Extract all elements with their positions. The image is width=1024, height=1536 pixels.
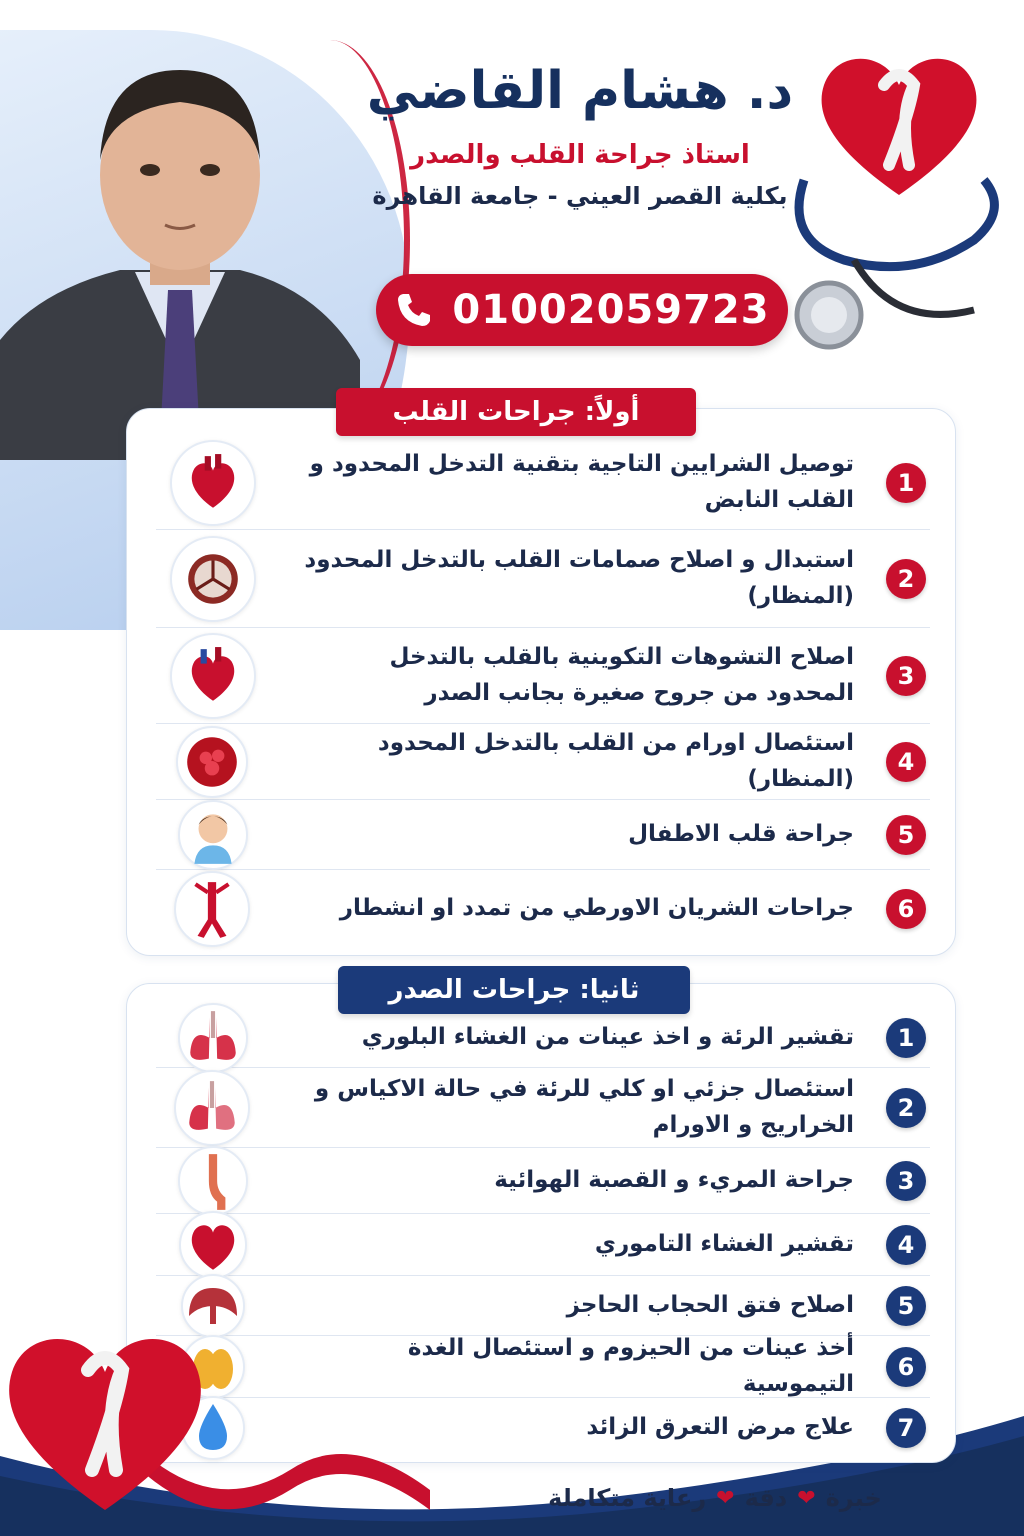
phone-number: 01002059723 xyxy=(452,287,770,333)
chest-section-title: ثانيا: جراحات الصدر xyxy=(338,966,690,1014)
footer-tagline xyxy=(540,1478,890,1518)
item-number: 1 xyxy=(886,463,926,503)
list-item xyxy=(156,1148,930,1214)
item-number: 3 xyxy=(886,1161,926,1201)
esophagus-icon xyxy=(178,1146,248,1216)
stethoscope-icon xyxy=(774,130,1014,360)
item-text: تقشير الغشاء التاموري xyxy=(594,1230,854,1257)
item-text: استئصال اورام من القلب بالتدخل المحدود (المنظار) xyxy=(377,729,854,792)
lungs-icon xyxy=(174,1070,250,1146)
list-item xyxy=(156,1336,930,1398)
item-text: استئصال جزئي او كلي للرئة في حالة الاكياس و الخراريج و الاورام xyxy=(314,1075,854,1138)
list-item xyxy=(156,530,930,628)
item-number: 4 xyxy=(886,742,926,782)
doctor-university: بكلية القصر العيني - جامعة القاهرة xyxy=(372,182,788,211)
item-text: أخذ عينات من الحيزوم و استئصال الغدة التيموسية xyxy=(407,1334,854,1397)
item-text: جراحات الشريان الاورطي من تمدد او انشطار xyxy=(339,895,854,922)
item-text: استبدال و اصلاح صمامات القلب بالتدخل المحدود (المنظار) xyxy=(304,546,854,609)
doctor-name: د. هشام القاضي xyxy=(366,61,794,121)
doctor-title: استاذ جراحة القلب والصدر xyxy=(410,140,750,171)
phone-button[interactable] xyxy=(376,274,788,346)
phone-icon xyxy=(394,290,434,330)
item-number: 4 xyxy=(886,1225,926,1265)
list-item xyxy=(156,1068,930,1148)
list-item xyxy=(156,870,930,948)
list-item xyxy=(156,800,930,870)
heart-valve-icon xyxy=(170,536,256,622)
item-number: 2 xyxy=(886,1088,926,1128)
heart-ribbon-icon xyxy=(0,1320,210,1520)
heart-anatomy-icon xyxy=(179,1211,247,1279)
heart-icon: ❤ xyxy=(716,1485,735,1511)
lungs-icon xyxy=(178,1003,248,1073)
item-text: علاج مرض التعرق الزائد xyxy=(586,1414,854,1441)
item-text: تقشير الرئة و اخذ عينات من الغشاء البلوري xyxy=(361,1023,854,1050)
heart-section-title: أولاً: جراحات القلب xyxy=(336,388,696,436)
header-info xyxy=(360,60,800,210)
item-text: جراحة المريء و القصبة الهوائية xyxy=(494,1166,854,1193)
heart-anatomy-icon xyxy=(170,440,256,526)
list-item xyxy=(156,1008,930,1068)
item-text: اصلاح التشوهات التكوينية بالقلب بالتدخل المحدود من جروح صغيرة بجانب الصدر xyxy=(389,643,854,706)
item-number: 6 xyxy=(886,1347,926,1387)
tagline-word: رعاية متكاملة xyxy=(548,1484,707,1512)
item-number: 3 xyxy=(886,656,926,696)
item-number: 2 xyxy=(886,559,926,599)
doctor-portrait xyxy=(0,40,360,460)
item-number: 1 xyxy=(886,1018,926,1058)
item-text: توصيل الشرايين التاجية بتقنية التدخل المحدود و القلب النابض xyxy=(309,450,854,513)
list-item xyxy=(156,724,930,800)
list-item xyxy=(156,436,930,530)
aorta-icon xyxy=(174,871,250,947)
item-text: اصلاح فتق الحجاب الحاجز xyxy=(566,1291,854,1318)
tumor-icon xyxy=(176,726,248,798)
item-text: جراحة قلب الاطفال xyxy=(628,820,854,847)
heart-anatomy-icon xyxy=(170,633,256,719)
item-number: 5 xyxy=(886,815,926,855)
item-number: 6 xyxy=(886,889,926,929)
item-number: 7 xyxy=(886,1408,926,1448)
list-item xyxy=(156,628,930,724)
child-icon xyxy=(178,800,248,870)
item-number: 5 xyxy=(886,1286,926,1326)
tagline-word: دقة xyxy=(744,1484,788,1512)
list-item xyxy=(156,1276,930,1336)
tagline-word: خبرة xyxy=(825,1484,882,1512)
heart-icon: ❤ xyxy=(797,1485,816,1511)
list-item xyxy=(156,1214,930,1276)
